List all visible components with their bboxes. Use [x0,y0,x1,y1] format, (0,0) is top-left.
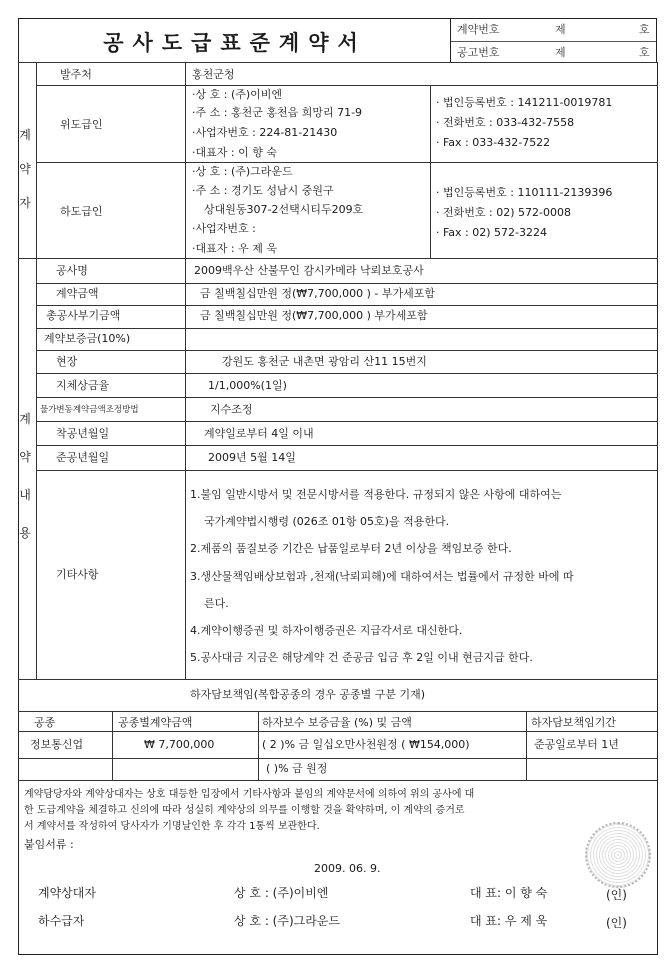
section-parties: 계약자 [19,128,31,210]
document-title: 공사도급표준계약서 [103,31,367,55]
subcontractor-rep: ·대표자 : 우 제 욱 [192,242,277,255]
title-box [18,18,451,63]
party-role: 계약상대자 [38,886,96,900]
warranty-r2-rate: ( )% 금 원정 [266,762,328,775]
party-company: 상 호 : (주)이비엔 [234,886,329,900]
price-adj: 지수조정 [210,403,253,416]
warranty-r1-type: 정보통신업 [30,738,84,751]
warranty-h-rate: 하자보수 보증금율 (%) 및 금액 [262,716,412,729]
client-name: 홍천군청 [192,68,235,81]
delay-label: 지체상금율 [56,379,110,392]
delay-rate: 1/1,000%(1일) [208,379,287,392]
warranty-h-amount: 공종별계약금액 [118,716,193,729]
seal-mark: (인) [606,916,627,930]
start-label: 착공년월일 [56,427,110,440]
price-adj-label: 물가변동계약금액조정방법 [40,405,139,415]
party-role: 하수급자 [38,914,85,928]
site-label: 현장 [56,355,78,368]
warranty-title: 하자담보책임(복합공종의 경우 공종별 구분 기재) [190,688,426,701]
party-rep: 대 표: 우 제 욱 [470,914,548,928]
party-rep: 대 표: 이 향 숙 [470,886,548,900]
sub-amount-label: 총공사부기금액 [46,309,121,322]
end-date: 2009년 5월 14일 [208,451,296,464]
project-label: 공사명 [56,264,88,277]
contractor-phone: · 전화번호 : 033-432-7558 [436,116,575,129]
start-date: 계약일로부터 4일 이내 [204,427,314,440]
other-label: 기타사항 [56,568,99,581]
subcontractor-fax: · Fax : 02) 572-3224 [436,226,548,239]
site: 강원도 홍천군 내촌면 광암리 산11 15번지 [222,355,427,368]
warranty-r1-period: 준공일로부터 1년 [534,738,619,751]
amount-label: 계약금액 [56,287,99,300]
footer-text: 서 계약서를 작성하여 당사자가 기명날인한 후 각각 1통씩 보관한다. [24,821,320,832]
seal-mark: (인) [606,888,627,902]
subcontractor-label: 하도급인 [60,205,103,218]
project-name: 2009백우산 산불무인 감시카메라 낙뢰보호공사 [194,264,424,277]
condition-line: 1.불임 일반시방서 및 전문시방서를 적용한다. 규정되지 않은 사항에 대하여는 [190,488,562,501]
footer-text: 계약담당자와 계약상대자는 상호 대등한 입장에서 기타사항과 붙임의 계약문서에 의하여 위의 공사에 대 [24,789,475,800]
warranty-h-type: 공종 [34,716,56,729]
condition-line: 국가계약법시행령 (026조 01항 05호)을 적용한다. [204,515,450,528]
condition-line: 2.제품의 품질보증 기간은 납품일로부터 2년 이상을 책임보증 한다. [190,542,512,555]
warranty-r1-amount: ₩ 7,700,000 [144,738,215,751]
subcontractor-address2: 상대원동307-2선택시티두209호 [204,203,364,216]
warranty-r1-rate: ( 2 )% 금 일십오만사천원정 ( ₩154,000) [262,738,470,751]
condition-line: 른다. [204,597,229,610]
contractor-fax: · Fax : 033-432-7522 [436,136,551,149]
subcontractor-bizno: ·사업자번호 : [192,222,256,235]
contractor-address: ·주 소 : 홍천군 홍천읍 희망리 71-9 [192,106,363,119]
contractor-label: 위도급인 [60,118,103,131]
company-seal-image [585,822,651,888]
end-label: 준공년월일 [56,451,110,464]
contractor-company: ·상 호 : (주)이비엔 [192,88,283,101]
subcontractor-corp-no: · 법인등록번호 : 110111-2139396 [436,186,613,199]
subcontractor-phone: · 전화번호 : 02) 572-0008 [436,206,571,219]
attachments-label: 붙임서류 : [24,838,74,851]
condition-line: 4.계약이행증권 및 하자이행증권은 지급각서로 대신한다. [190,624,463,637]
contract-amount: 금 칠백칠십만원 정(₩7,700,000 ) - 부가세포함 [200,287,436,300]
subcontractor-address1: ·주 소 : 경기도 성남시 중원구 [192,184,334,197]
notice-no-label: 공고번호 [457,46,500,59]
party-company: 상 호 : (주)그라운드 [234,914,340,928]
sub-amount: 금 칠백칠십만원 정(₩7,700,000 ) 부가세포함 [200,309,428,322]
contract-meta: 계약번호 제 호 공고번호 제 호 [450,18,657,62]
client-label: 발주처 [60,68,92,81]
contractor-rep: ·대표자 : 이 향 숙 [192,146,277,159]
section-content: 계약내용 [19,412,31,540]
condition-line: 5.공사대금 지금은 해당계약 건 준공금 입금 후 2일 이내 현금지급 한다. [190,651,533,664]
contract-no-label: 계약번호 [457,23,500,36]
contractor-bizno: ·사업자번호 : 224-81-21430 [192,126,338,139]
subcontractor-company: ·상 호 : (주)그라운드 [192,165,293,178]
condition-line: 3.생산물책임배상보험과 ,천재(낙뢰피해)에 대하여서는 법률에서 규정한 바에 따 [190,570,574,583]
deposit-label: 계약보증금(10%) [44,332,131,345]
contractor-corp-no: · 법인등록번호 : 141211-0019781 [436,96,613,109]
contract-date: 2009. 06. 9. [314,862,381,875]
footer-text: 한 도급계약을 체결하고 신의에 따라 성실히 계약상의 의무를 이행할 것을 확약하며, 이 계약의 증거로 [24,805,465,816]
warranty-h-period: 하자담보책임기간 [531,716,617,729]
